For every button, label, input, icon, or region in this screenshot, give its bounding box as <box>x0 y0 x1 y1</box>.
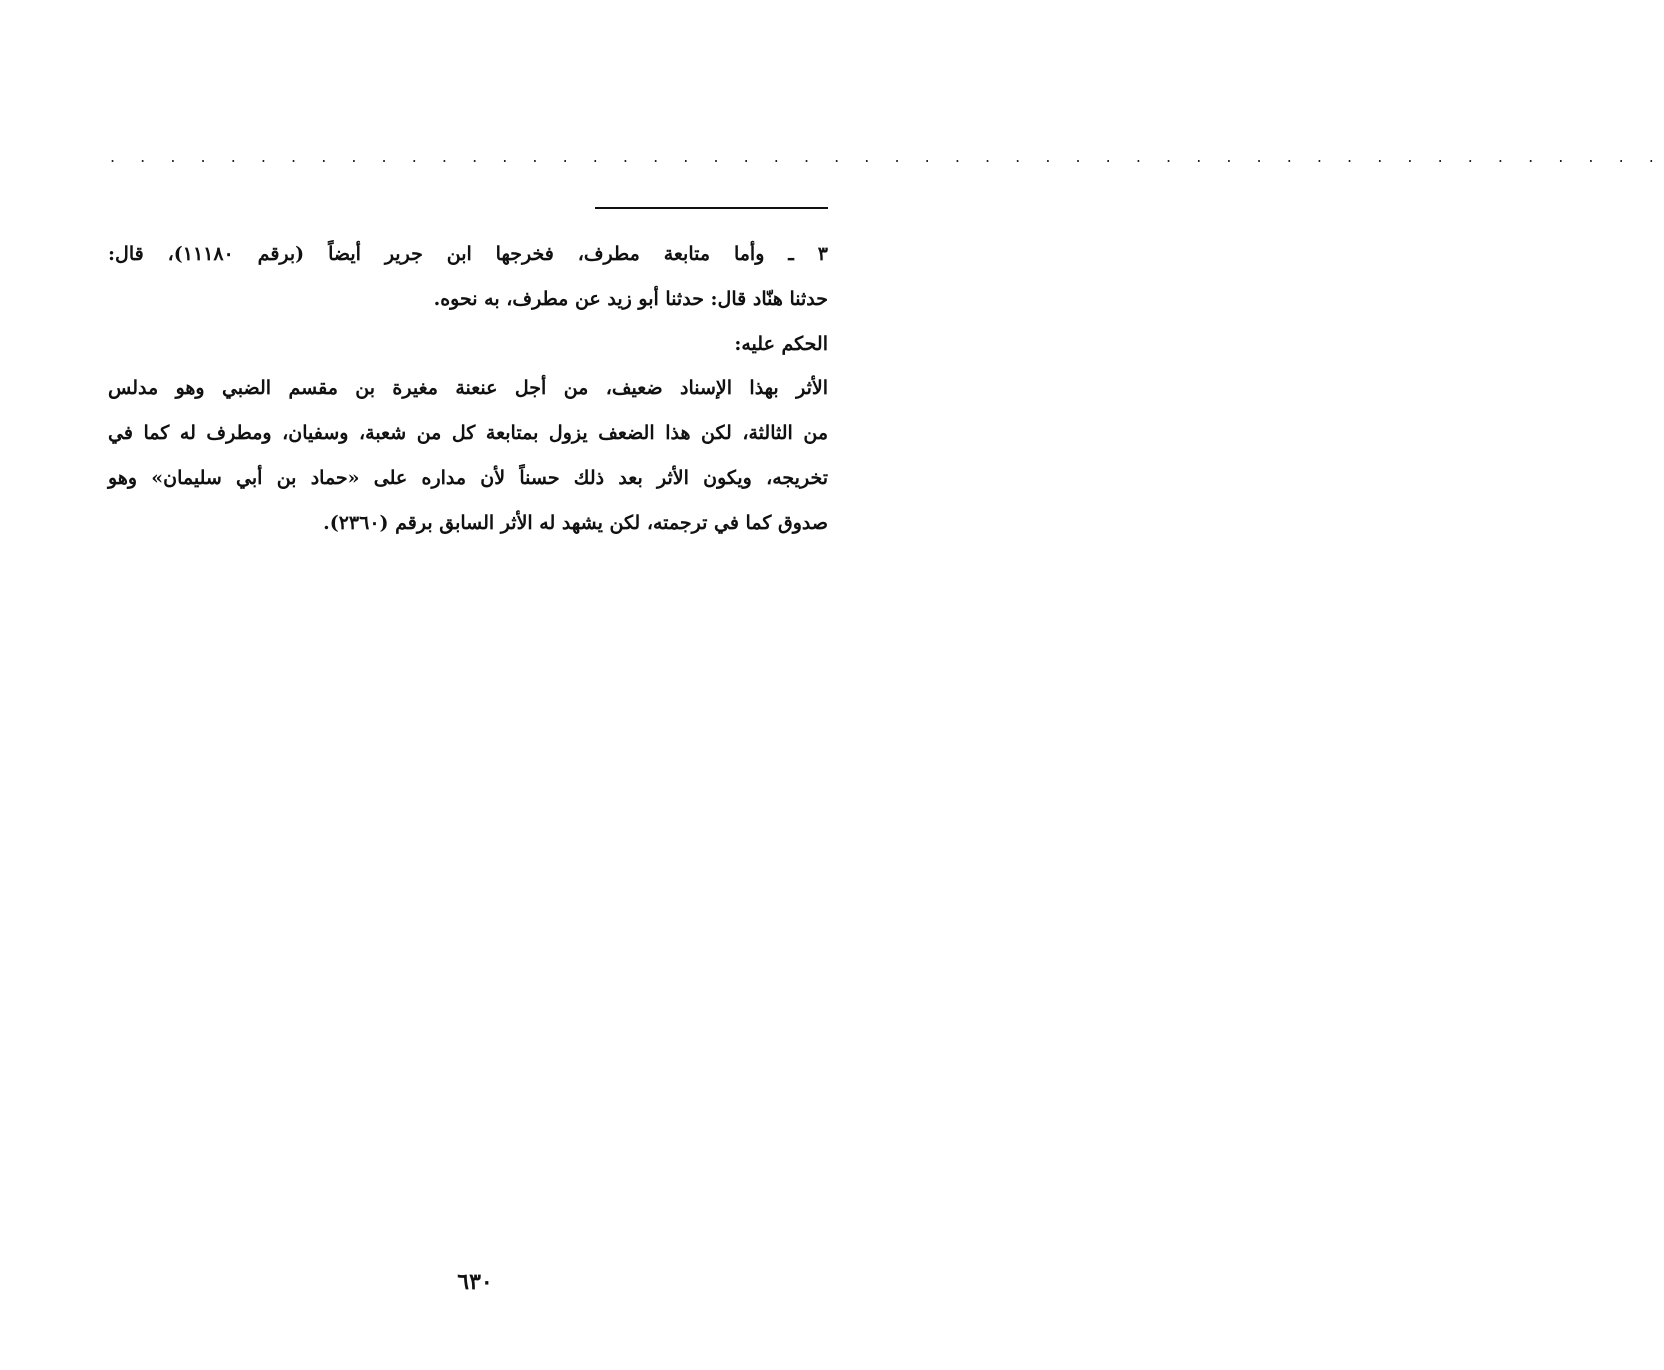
paragraph-line: ٣ ـ وأما متابعة مطرف، فخرجها ابن جرير أيضاً (برقم ١١١٨٠)، قال: <box>108 243 828 265</box>
dotted-separator: . . . . . . . . . . . . . . . . . . . . . . . . . . . . . . . . . . . . . . . . . . . . . . . . . . . . <box>110 147 1664 166</box>
footnote-rule <box>595 207 828 209</box>
paragraph-line: صدوق كما في ترجمته، لكن يشهد له الأثر السابق برقم (٢٣٦٠). <box>323 512 828 534</box>
paragraph-line: حدثنا هنّاد قال: حدثنا أبو زيد عن مطرف، به نحوه. <box>433 288 828 310</box>
page-number: ٦٣٠ <box>457 1269 493 1295</box>
paragraph-line: من الثالثة، لكن هذا الضعف يزول بمتابعة كل من شعبة، وسفيان، ومطرف له كما في <box>108 422 828 444</box>
paragraph-line: تخريجه، ويكون الأثر بعد ذلك حسناً لأن مداره على «حماد بن أبي سليمان» وهو <box>108 467 828 489</box>
section-heading: الحكم عليه: <box>734 333 828 355</box>
paragraph-line: الأثر بهذا الإسناد ضعيف، من أجل عنعنة مغيرة بن مقسم الضبي وهو مدلس <box>108 377 828 399</box>
paragraph-ruling <box>108 366 828 546</box>
paragraph-mutaba <box>108 232 828 322</box>
